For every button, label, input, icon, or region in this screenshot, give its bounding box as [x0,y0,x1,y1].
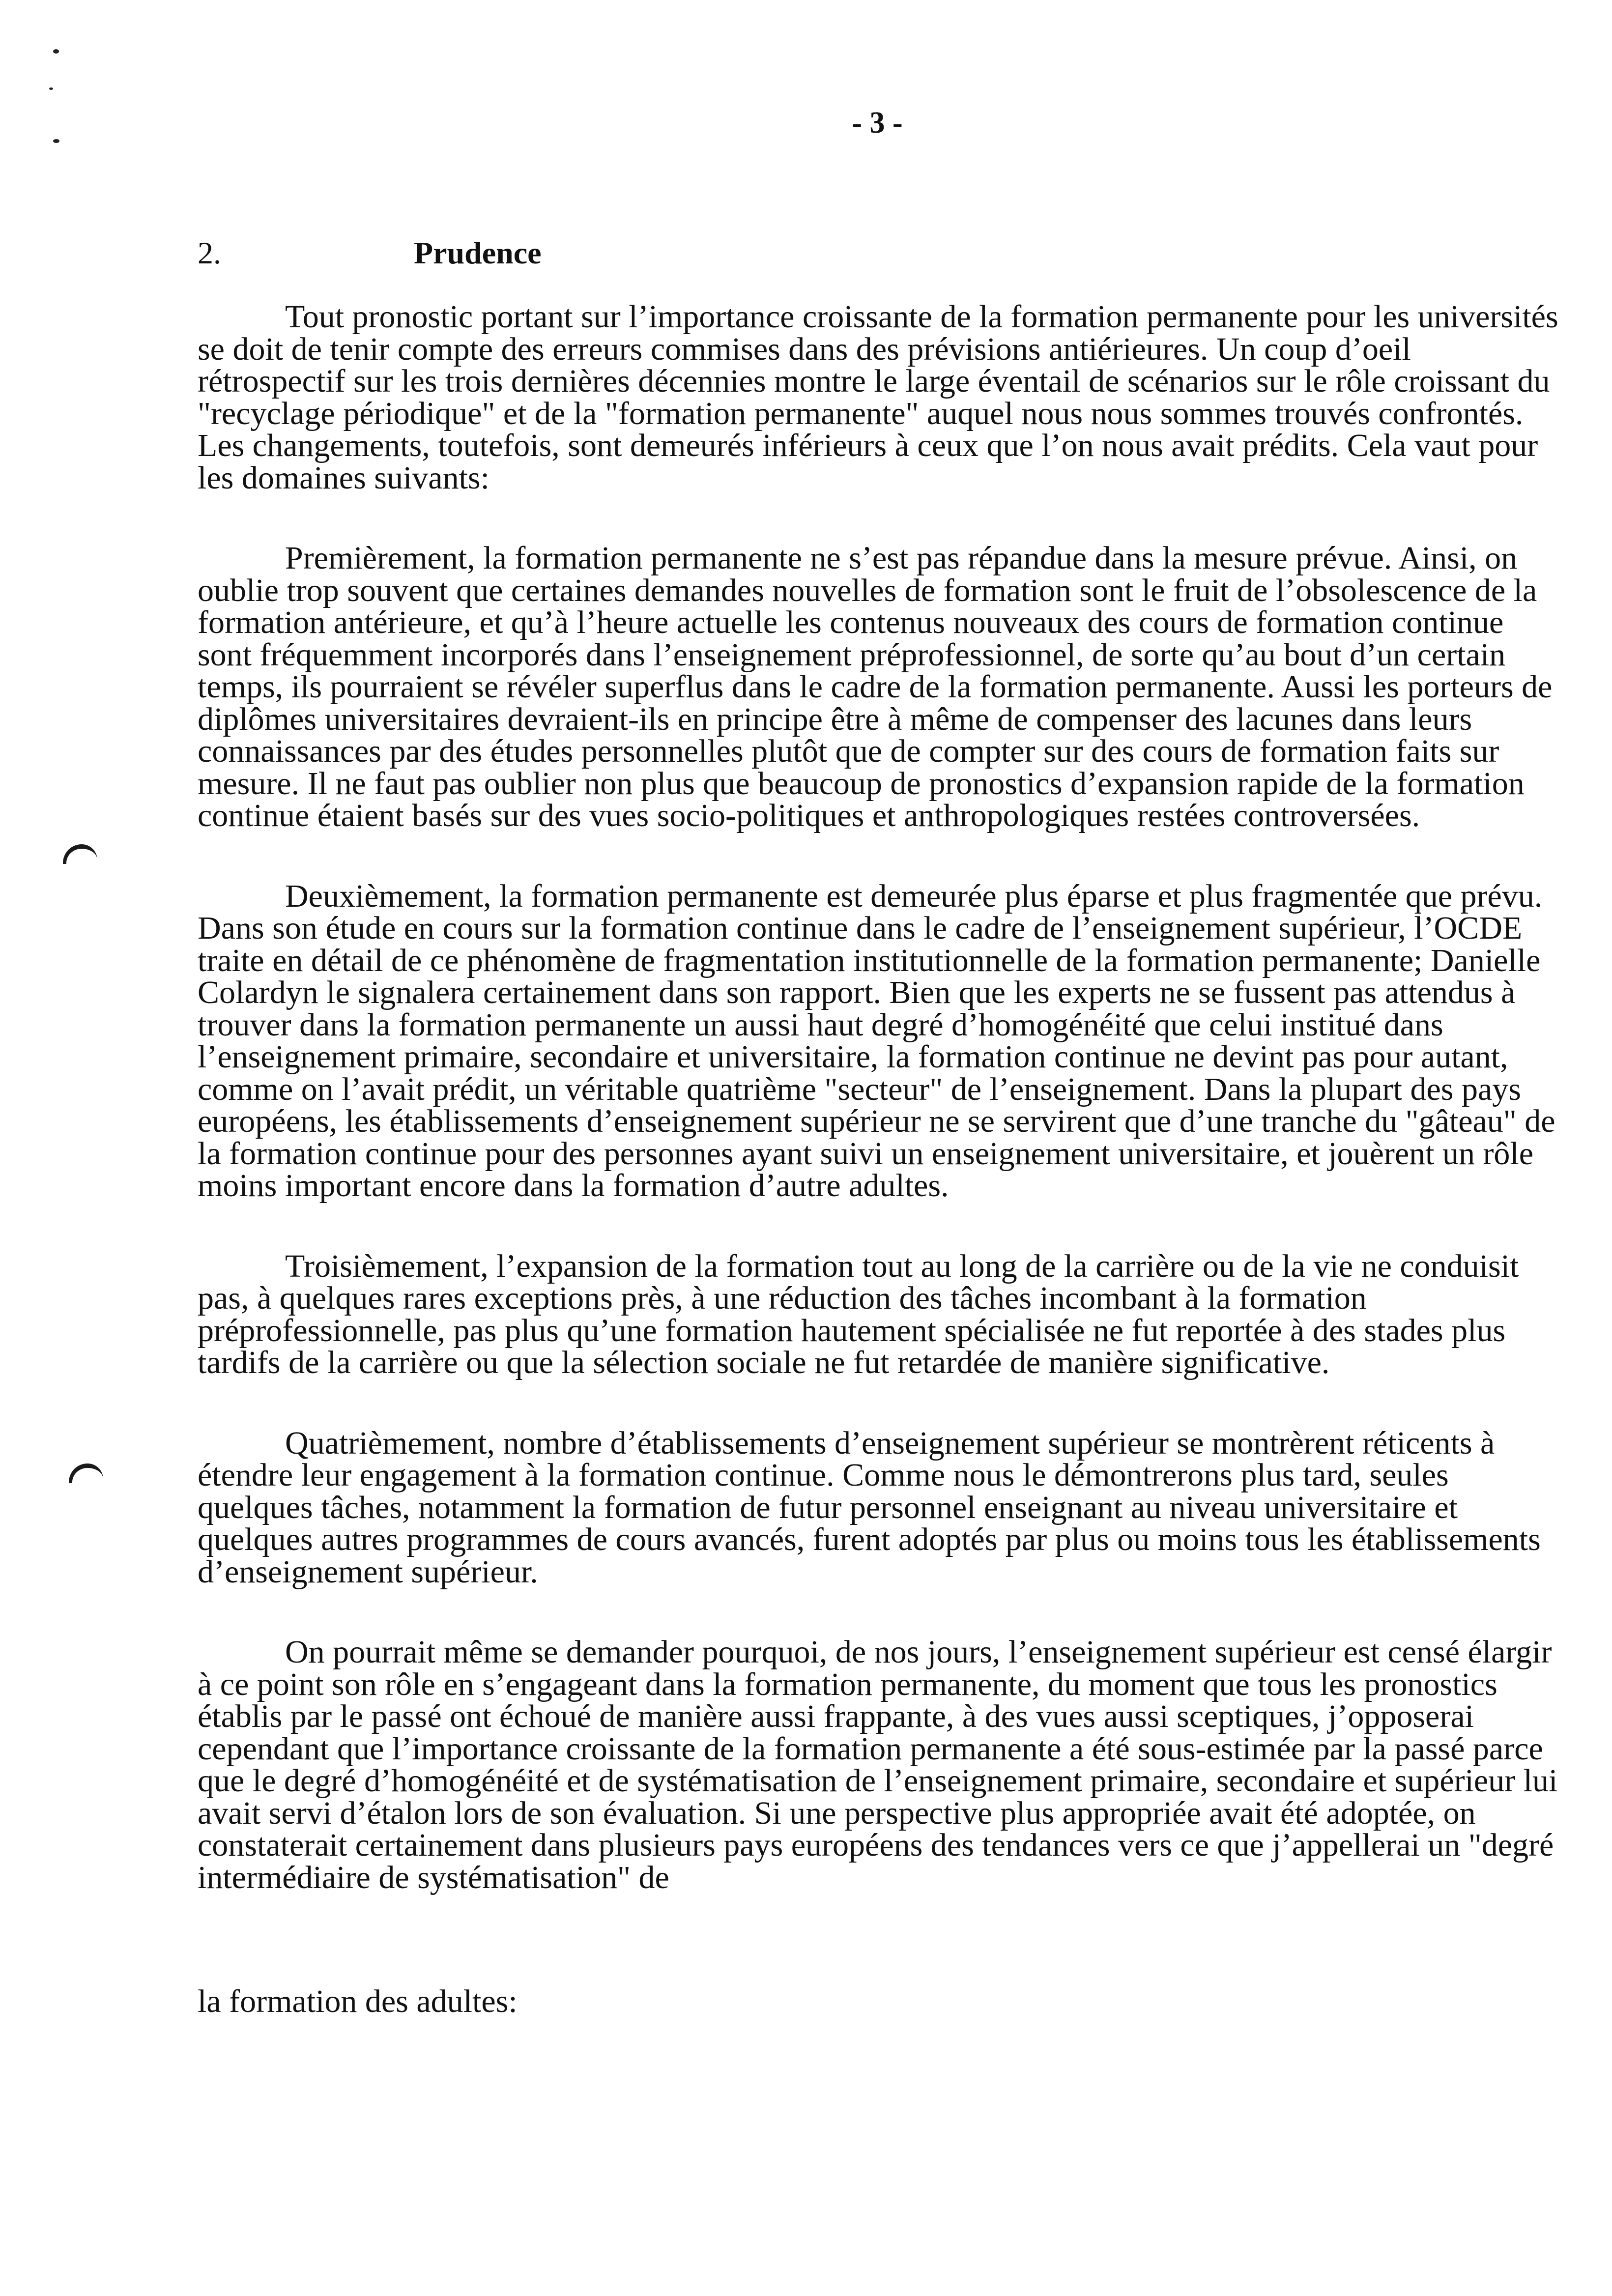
margin-dot-mark [53,49,59,54]
paragraph-conclusion: On pourrait même se demander pourquoi, de nos jours, l’enseignement supérieur est censé élargir à ce point son rôle en s’engageant dans la formation permanente, du moment que tous les pronostics établis par le passé ont échoué de manière aussi frappante, à des vues aussi sceptiques, j’opposerai cependant que l’importance croissante de la formation permanente a été sous-estimée par la passé parce que le degré d’homogénéité et de systématisation de l’enseignement primaire, secondaire et supérieur lui avait servi d’étalon lors de son évaluation. Si une perspective plus appropriée avait été adoptée, on constaterait certainement dans plusieurs pays européens des tendances vers ce que j’appellerai un "degré intermédiaire de systématisation" de [198,1634,1558,1895]
paragraph-premierement: Premièrement, la formation permanente ne s’est pas répandue dans la mesure prévue. Ainsi, on oublie trop souvent que certaines demandes nouvelles de formation sont le fruit de l’obsolescence de la formation antérieure, et qu’à l’heure actuelle les contenus nouveaux des cours de formation continue sont fréquemment incorporés dans l’enseignement préprofessionnel, de sorte qu’au bout d’un certain temps, ils pourraient se révéler superflus dans le cadre de la formation permanente. Aussi les porteurs de diplômes universitaires devraient-ils en principe être à même de compenser des lacunes dans leurs connaissances par des études personnelles plutôt que de compter sur des cours de formation faits sur mesure. Il ne faut pas oublier non plus que beaucoup de pronostics d’expansion rapide de la formation continue étaient basés sur des vues socio-politiques et anthropologiques restées controversées. [198,540,1553,833]
paragraph-intro: Tout pronostic portant sur l’importance croissante de la formation permanente pour les universités se doit de tenir compte des erreurs commises dans des prévisions antiérieures. Un coup d’oeil rétrospectif sur les trois dernières décennies montre le large éventail de scénarios sur le rôle croissant du "recyclage périodique" et de la "formation permanente" auquel nous nous sommes trouvés confrontés. Les changements, toutefois, sont demeurés inférieurs à ceux que l’on nous avait prédits. Cela vaut pour les domaines suivants: [198,299,1558,496]
page-number: - 3 - [852,106,903,140]
section-number: 2. [198,235,221,270]
body-text [198,301,1559,1894]
paragraph-troisiemement: Troisièmement, l’expansion de la formation tout au long de la carrière ou de la vie ne conduisit pas, à quelques rares exceptions près, à une réduction des tâches incombant à la formation préprofessionnelle, pas plus qu’une formation hautement spécialisée ne fut reportée à des stades plus tardifs de la carrière ou que la sélection sociale ne fut retardée de manière significative. [198,1248,1519,1380]
section-heading [198,235,542,271]
paragraph-deuxiemement: Deuxièmement, la formation permanente est demeurée plus éparse et plus fragmentée que prévu. Dans son étude en cours sur la formation continue dans le cadre de l’enseignement supérieur, l’OCDE traite en détail de ce phénomène de fragmentation institutionnelle de la formation permanente; Danielle Colardyn le signalera certainement dans son rapport. Bien que les experts ne se fussent pas attendus à trouver dans la formation permanente un aussi haut degré d’homogénéité que celui institué dans l’enseignement primaire, secondaire et universitaire, la formation continue ne devint pas pour autant, comme on l’avait prédit, un véritable quatrième "secteur" de l’enseignement. Dans la plupart des pays européens, les établissements d’enseignement supérieur ne se servirent que d’une tranche du "gâteau" de la formation continue pour des personnes ayant suivi un enseignement universitaire, et jouèrent un rôle moins important encore dans la formation d’autre adultes. [198,878,1555,1204]
trailing-line: la formation des adultes: [198,1983,518,2019]
margin-dot-mark [49,87,53,90]
punch-hole-arc-mark [69,1464,103,1483]
paragraph-quatriemement: Quatrièmement, nombre d’établissements d’enseignement supérieur se montrèrent réticents à étendre leur engagement à la formation continue. Comme nous le démontrerons plus tard, seules quelques tâches, notamment la formation de futur personnel enseignant au niveau universitaire et quelques autres programmes de cours avancés, furent adoptés par plus ou moins tous les établissements d’enseignement supérieur. [198,1425,1541,1590]
margin-dot-mark [53,139,59,143]
punch-hole-arc-mark [63,844,97,864]
section-title: Prudence [414,235,542,270]
